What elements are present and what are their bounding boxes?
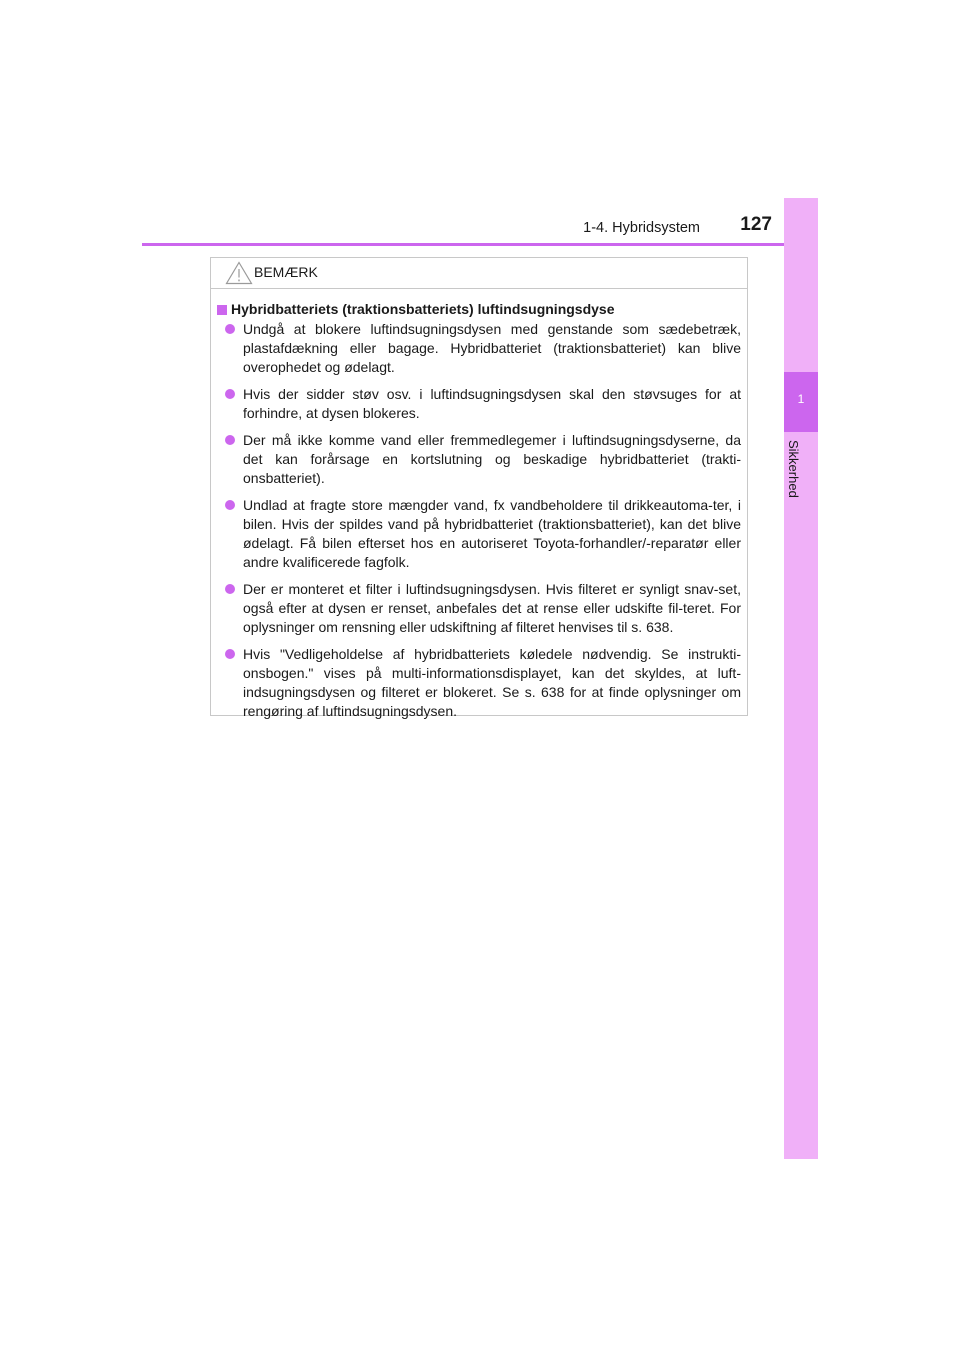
header-rule	[142, 243, 818, 246]
list-item-text: Hvis der sidder støv osv. i luftindsugningsdysen skal den støvsuges for at forhindre, at dysen blokeres.	[243, 386, 741, 421]
list-item	[217, 320, 741, 377]
bullet-dot-icon	[225, 500, 235, 510]
chapter-label: Sikkerhed	[786, 440, 801, 498]
bullet-dot-icon	[225, 435, 235, 445]
bullet-dot-icon	[225, 389, 235, 399]
list-item-text: Undgå at blokere luftindsugningsdysen med genstande som sædebetræk, plastafdækning eller bagage. Hybridbatteriet (traktionsbatteriet) kan blive overophedet og ødelagt.	[243, 321, 741, 375]
section-heading	[217, 300, 741, 319]
list-item-text: Undlad at fragte store mængder vand, fx vandbeholdere til drikkeautoma-ter, i bilen. Hvis der spildes vand på hybridbatteriet (traktionsbatteriet), kan det blive ødelagt. Få bilen efterset hos en autoriseret Toyota-forhandler/-reparatør eller andre kvalificerede fagfolk.	[243, 497, 741, 570]
list-item	[217, 496, 741, 572]
notice-title: BEMÆRK	[254, 264, 318, 280]
chapter-side-tab	[784, 198, 818, 1159]
list-item	[217, 580, 741, 637]
square-bullet-icon	[217, 305, 227, 315]
bullet-dot-icon	[225, 649, 235, 659]
notice-content	[217, 300, 741, 729]
bullet-dot-icon	[225, 324, 235, 334]
warning-triangle-icon	[225, 261, 253, 285]
list-item	[217, 645, 741, 721]
notice-box	[210, 257, 748, 719]
list-item	[217, 431, 741, 488]
bullet-dot-icon	[225, 584, 235, 594]
page-number: 127	[740, 214, 772, 235]
header-title: 1-4. Hybridsystem	[583, 220, 700, 236]
list-item-text: Der må ikke komme vand eller fremmedlegemer i luftindsugningsdyserne, da det kan forårsage en kortslutning og beskadige hybridbatteriet (trakti-onsbatteriet).	[243, 432, 741, 486]
list-item	[217, 385, 741, 423]
notice-header	[211, 258, 747, 289]
list-item-text: Der er monteret et filter i luftindsugningsdysen. Hvis filteret er synligt snav-set, også efter at dysen er renset, anbefales det at rense eller udskifte fil-teret. For oplysninger om rensning eller udskiftning af filteret henvises til s. 638.	[243, 581, 741, 635]
list-item-text: Hvis "Vedligeholdelse af hybridbatteriets køledele nødvendig. Se instrukti-onsbogen." vises på multi-informationsdisplayet, kan det skyldes, at luft-indsugningsdysen og filteret er blokeret. Se s. 638 for at finde oplysninger om rengøring af luftindsugningsdysen.	[243, 646, 741, 719]
section-heading-text: Hybridbatteriets (traktionsbatteriets) luftindsugningsdyse	[231, 301, 615, 317]
chapter-number: 1	[797, 392, 805, 406]
